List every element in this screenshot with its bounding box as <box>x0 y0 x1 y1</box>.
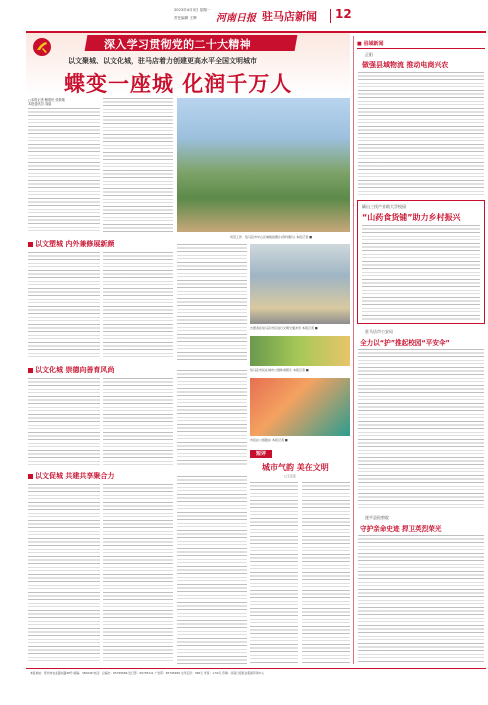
s2-column-3 <box>177 370 247 466</box>
s3-column-1 <box>28 484 100 664</box>
header-section: 驻马店新闻 <box>262 10 317 23</box>
volunteer-photo-caption: 志愿者在驻马店市区进行文明交通劝导 本报记者 ■ <box>250 326 318 330</box>
footer-rule <box>26 668 486 669</box>
article4-body <box>358 535 484 664</box>
box-kicker: 确山三找产业助大学校园 <box>362 204 406 209</box>
feature-box <box>357 200 485 324</box>
article3-kicker: 驻马店市公安局 <box>365 329 393 334</box>
banner-headline: 蝶变一座城 化润千万人 <box>64 71 293 96</box>
feature-byline: □本报记者 鲍建民 张敬敏 本报通讯员 周丽 <box>28 98 65 106</box>
lead-column-1 <box>28 108 100 234</box>
section-heading-1 <box>28 240 114 249</box>
box-body <box>362 225 480 321</box>
box-title: “山药食货铺”助力乡村振兴 <box>362 213 461 222</box>
right-top-rule <box>357 48 485 49</box>
header-editor: 责任编辑 王辉 <box>174 16 197 20</box>
section-heading-3-text: 以文促城 共建共享聚合力 <box>35 472 115 480</box>
header-divider <box>330 9 331 23</box>
essay-tag-text: 短评 <box>255 451 266 457</box>
park-photo-caption: 驻马店市民在城市公园休闲娱乐 本报记者 ■ <box>250 368 309 372</box>
essay-column-2 <box>302 482 350 664</box>
article1-kicker: 正阳 <box>365 52 373 57</box>
masthead: 河南日报 <box>216 13 256 24</box>
essay-author: □王正宜 <box>284 474 296 478</box>
section-heading-2 <box>28 366 114 375</box>
section-marker-icon <box>28 474 33 479</box>
essay-tag <box>250 450 272 458</box>
section-marker-icon <box>28 242 33 247</box>
s2-column-2 <box>103 378 173 466</box>
lead-column-2 <box>103 98 173 234</box>
main-photo-caption: 风景工作、驻马店市中心区域航拍图片(资料图片) 本报记者 ■ <box>230 235 313 239</box>
column-separator <box>353 36 354 664</box>
header-date: 2023年4月3日 星期一 <box>174 8 211 12</box>
party-emblem-icon <box>32 37 52 57</box>
main-city-photo <box>177 98 350 232</box>
essay-title: 城市气韵 美在文明 <box>262 463 329 472</box>
article4-title: 守护亲命史迹 捍卫英烈荣光 <box>360 525 442 533</box>
page-number: 12 <box>335 7 352 21</box>
article3-body <box>358 349 484 511</box>
s3-column-3 <box>177 476 247 664</box>
leisure-photo-caption: 市民在公园散步 本报记者 ■ <box>250 438 288 442</box>
article1-title: 做强县域物流 推动电商兴农 <box>362 61 449 69</box>
page-header <box>0 0 488 34</box>
article3-title: 全力以“护”推起校园“平安伞” <box>360 339 450 347</box>
section-marker-icon <box>28 368 33 373</box>
s1-column-3 <box>177 244 247 360</box>
section-heading-2-text: 以文化城 崇德向善育风尚 <box>35 366 115 374</box>
leisure-photo <box>250 378 350 436</box>
banner-subtitle: 以文聚城、以文化城，驻马店着力创建更高水平全国文明城市 <box>68 57 257 65</box>
article4-kicker: 遂平县检察院 <box>365 515 389 520</box>
park-photo <box>250 336 350 366</box>
county-news-label: ■ 县域新闻 <box>357 41 384 47</box>
s2-column-1 <box>28 378 100 466</box>
essay-column-1 <box>250 482 298 664</box>
banner-title: 深入学习贯彻党的二十大精神 <box>104 38 251 51</box>
section-heading-3 <box>28 472 114 481</box>
feature-banner <box>26 33 350 95</box>
s3-column-2 <box>103 484 173 664</box>
section-heading-1-text: 以文塑城 内外兼修展新颜 <box>35 240 115 248</box>
s1-column-1 <box>28 252 100 360</box>
footer-text: 本报地址：郑州市农业路东路28号 邮编：450046 电话：总编办：65795666 发行部：65795111 广告部：65795999 全年定价：396元 零售：1.50元 印刷：河南日报报业集团印务中心 <box>30 671 265 675</box>
volunteer-photo <box>250 244 350 324</box>
s1-column-2 <box>103 252 173 360</box>
article1-body-1 <box>358 72 484 196</box>
